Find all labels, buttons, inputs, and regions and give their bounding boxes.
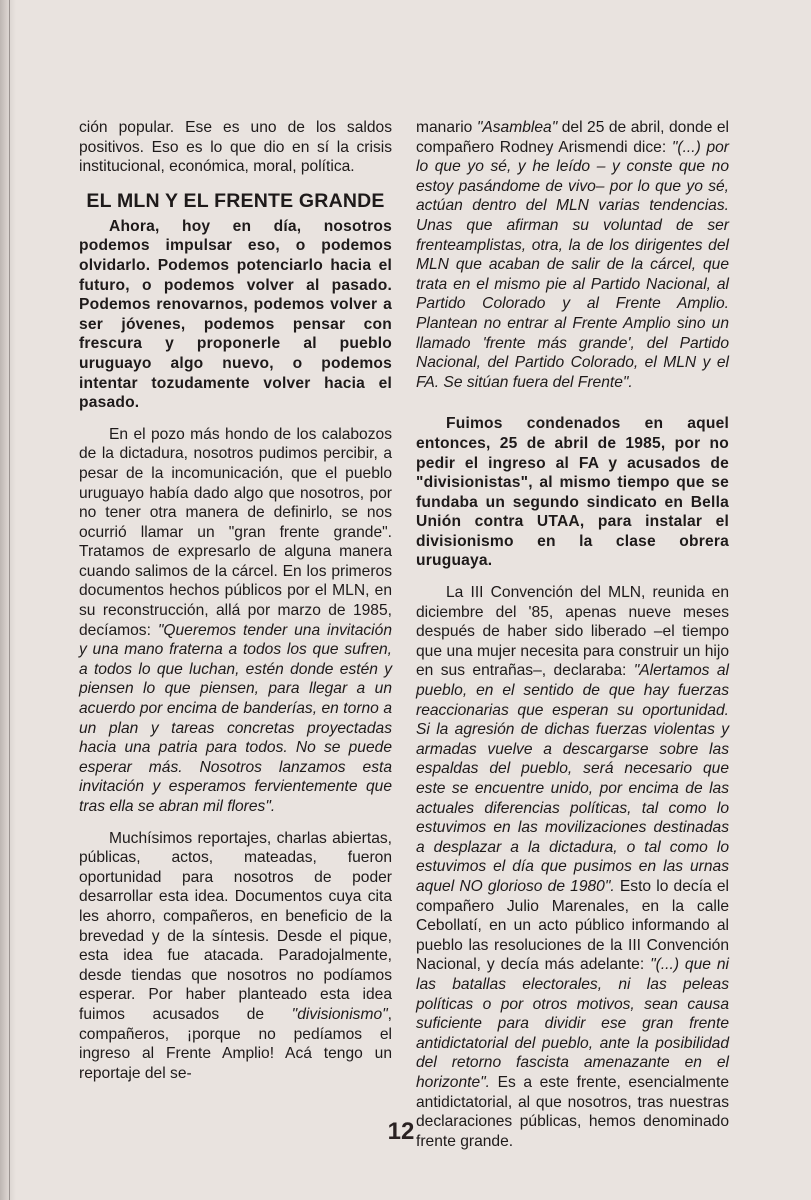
left-paragraph-3 xyxy=(79,425,392,817)
right-column xyxy=(416,118,729,1163)
left-p4-text: Muchísimos reportajes, charlas abiertas, públicas, actos, mateadas, fueron oportunidad para nosotros de poder desarrollar esta idea. Documentos cuya cita les ahorro, compañeros, en beneficio de la brevedad y de la síntesis. Desde el pique, esta idea fue atacada. Paradojalmente, desde tiendas que nosotros no podíamos esperar. Por haber planteado esta idea fuimos acusados de xyxy=(79,829,392,1023)
left-p4-quote: "divisionismo" xyxy=(291,1005,388,1023)
page-number: 12 xyxy=(387,1118,415,1145)
right-p3-text: La III Convención del MLN, reunida en diciembre del '85, apenas nueve meses después de haber sido liberado –el tiempo que una mujer necesita para construir un hijo en sus entrañas–, declaraba: xyxy=(416,584,729,680)
page-edge-binding xyxy=(0,0,16,1200)
right-p1-text-2: del 25 de abril, donde el compañero Rodney Arismendi dice: xyxy=(416,119,729,156)
right-p3-quote-2: "(...) que ni las batallas electorales, ni las peleas políticas o por otros motivos, sean causa suficiente para dividir ese gran frente antidictatorial del pueblo, ante la posibilidad del retorno fascista amenazante en el horizonte". xyxy=(416,956,729,1091)
left-paragraph-4 xyxy=(79,829,392,1084)
left-paragraph-1: ción popular. Ese es uno de los saldos positivos. Eso es lo que dio en sí la crisis institucional, económica, moral, política. xyxy=(79,119,392,176)
section-heading: EL MLN Y EL FRENTE GRANDE xyxy=(86,189,385,212)
left-p4-text-end: , compañeros, ¡porque no pedíamos el ingreso al Frente Amplio! Acá tengo un reportaje del se- xyxy=(79,1005,392,1082)
left-p3-quote: "Queremos tender una invitación y una mano fraterna a todos los que sufren, a todos lo que luchan, estén donde estén y piensen lo que piensen, para llegar a un acuerdo por encima de banderías, en torno a un plan y tareas concretas proyectadas hacia una patria para todos. No se puede esperar más. Nosotros lanzamos esta invitación y esperamos fervientemente que tras ella se abran mil flores". xyxy=(79,621,392,815)
right-p1-quote: "(...) por lo que yo sé, y he leído – y conste que no estoy pasándome de vivo– por lo que yo sé, actúan dentro del MLN varias tendencias. Unas que afirman su voluntad de ser frenteamplistas, otra, la de los dirigentes del MLN que acaban de salir de la cárcel, que trata en el mismo pie al Partido Nacional, al Partido Colorado y al Frente Amplio. Plantean no entrar al Frente Amplio sino un llamado 'frente más grande', del Partido Nacional, del Partido Colorado, el MLN y el FA. Se sitúan fuera del Frente". xyxy=(416,138,730,391)
left-paragraph-2: Ahora, hoy en día, nosotros podemos impulsar eso, o podemos olvidarlo. Podemos potenciarlo hacia el futuro, o podemos volver al pasado. Podemos renovarnos, podemos volver a ser jóvenes, podemos pensar con frescura y proponerle al pueblo uruguayo algo nuevo, o podemos intentar tozudamente volver hacia el pasado. xyxy=(79,217,392,412)
left-p3-text: En el pozo más hondo de los calabozos de la dictadura, nosotros pudimos percibir, a pesar de la incomunicación, que el pueblo uruguayo había dado algo que nosotros, por no tener otra manera de definirlo, se nos ocurrió llamar un "gran frente grande". Tratamos de expresarlo de alguna manera cuando salimos de la cárcel. En los primeros documentos hechos públicos por el MLN, en su reconstrucción, allá por marzo de 1985, decíamos: xyxy=(79,425,392,639)
right-p1-publication: "Asamblea" xyxy=(476,119,558,136)
right-p1-text: manario xyxy=(416,119,477,136)
right-p3-quote: "Alertamos al pueblo, en el sentido de que hay fuerzas reaccionarias que esperan su oportunidad. Si la agresión de dichas fuerzas violentas y armadas vuelve a descargarse sobre las espaldas del pueblo, será necesario que este se encuentre unido, por encima de las actuales diferencias políticas, tal como lo estuvimos en las movilizaciones destinadas a desplazar a la dictadura, o tal como lo estuvimos el día que pusimos en las urnas aquel NO glorioso de 1980". xyxy=(416,662,730,895)
left-column xyxy=(79,118,392,1095)
right-p3-text-2: Esto lo decía el compañero Julio Marenales, en la calle Cebollatí, en un acto público informando al pueblo las resoluciones de la III Convención Nacional, y decía más adelante: xyxy=(416,877,729,974)
right-paragraph-3 xyxy=(416,583,729,1151)
right-paragraph-1 xyxy=(416,118,729,392)
right-p3-text-end: Es a este frente, esencialmente antidictatorial, al que nosotros, tras nuestras declaraciones públicas, hemos denominado frente grande. xyxy=(416,1073,729,1150)
right-paragraph-2: Fuimos condenados en aquel entonces, 25 de abril de 1985, por no pedir el ingreso al FA y acusados de "divisionistas", al mismo tiempo que se fundaba un segundo sindicato en Bella Unión contra UTAA, para instalar el divisionismo en la clase obrera uruguaya. xyxy=(416,415,729,570)
